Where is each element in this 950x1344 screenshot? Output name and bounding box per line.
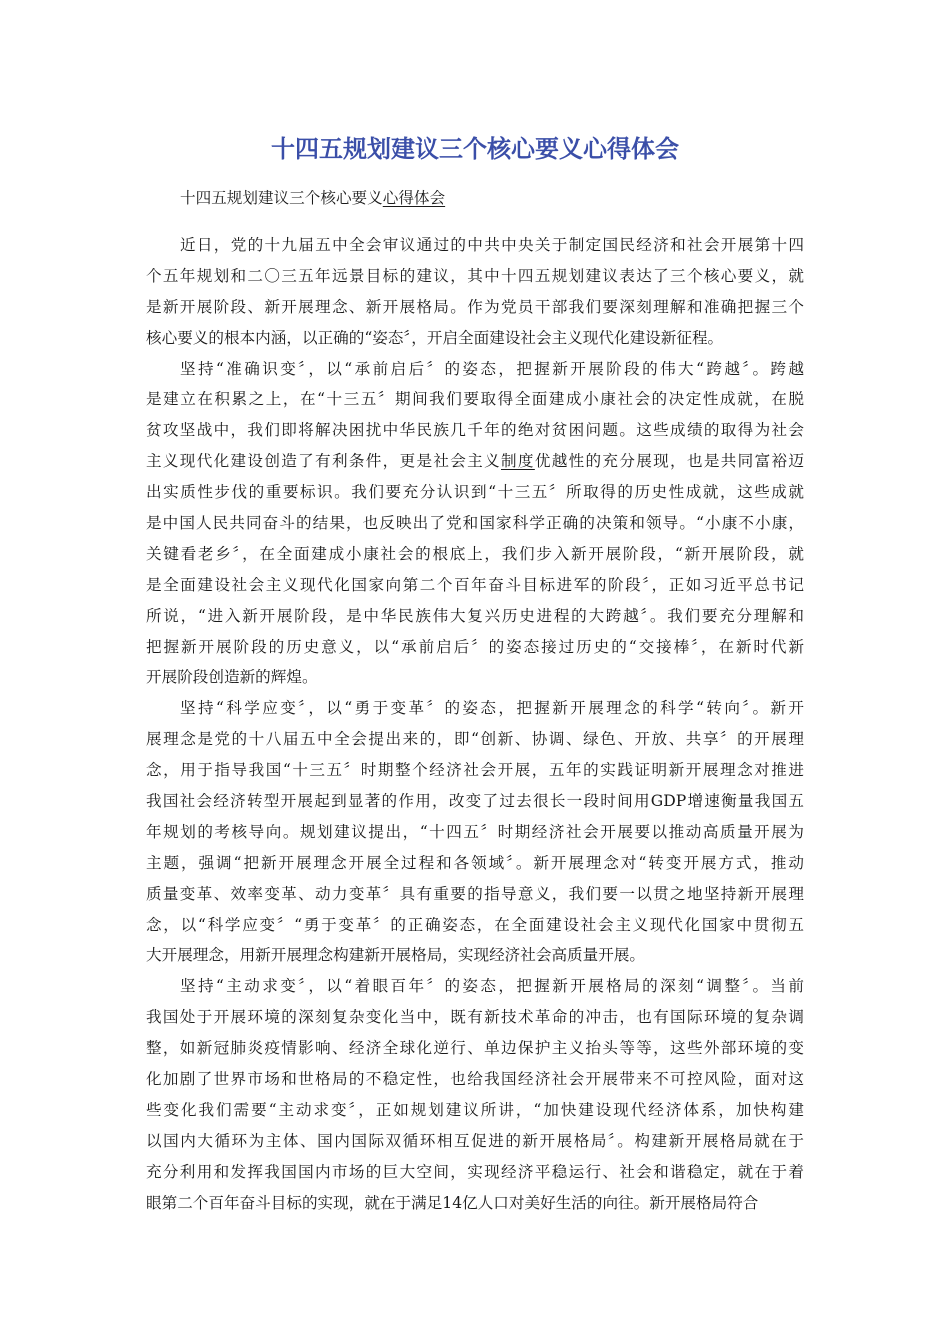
text-line: 年规划的考核导向。规划建议提出，“十四五〞时期经济社会开展要以推动高质量开展为 — [146, 822, 804, 841]
text-line: 充分利用和发挥我国国内市场的巨大空间，实现经济平稳运行、社会和谐稳定，就在于着 — [146, 1162, 804, 1181]
text-line: 化加剧了世界市场和世格局的不稳定性，也给我国经济社会开展带来不可控风险，面对这 — [146, 1070, 804, 1089]
text-line: 以国内大循环为主体、国内国际双循环相互促进的新开展格局〞。构建新开展格局就在于 — [146, 1131, 804, 1150]
text-line: 主题，强调“把新开展理念开展全过程和各领域〞。新开展理念对“转变开展方式，推动 — [146, 853, 804, 872]
text-line: 念，以“科学应变〞“勇于变革〞的正确姿态，在全面建设社会主义现代化国家中贯彻五 — [146, 915, 804, 934]
text-line: 所说，“进入新开展阶段，是中华民族伟大复兴历史进程的大跨越〞。我们要充分理解和 — [146, 606, 804, 625]
text-line: 把握新开展阶段的历史意义，以“承前启后〞的姿态接过历史的“交接棒〞，在新时代新 — [146, 637, 804, 656]
text-line: 核心要义的根本内涵，以正确的“姿态〞，开启全面建设社会主义现代化建设新征程。 — [146, 328, 724, 347]
text-line: 坚持“准确识变〞，以“承前启后〞的姿态，把握新开展阶段的伟大“跨越〞。跨越 — [180, 359, 804, 378]
body-paragraph — [146, 230, 804, 354]
document-title: 十四五规划建议三个核心要义心得体会 — [271, 135, 679, 163]
text-line: 近日，党的十九届五中全会审议通过的中共中央关于制定国民经济和社会开展第十四 — [180, 236, 804, 254]
text-line: 出实质性步伐的重要标识。我们要充分认识到“十三五〞所取得的历史性成就，这些成就 — [146, 483, 804, 502]
text-line: 坚持“主动求变〞，以“着眼百年〞的姿态，把握新开展格局的深刻“调整〞。当前 — [180, 977, 804, 996]
document-subtitle — [180, 185, 445, 211]
subtitle-text: 十四五规划建议三个核心要义 — [180, 189, 383, 207]
text-line: 念，用于指导我国“十三五〞时期整个经济社会开展，五年的实践证明新开展理念对推进 — [146, 761, 804, 780]
text-line: 眼第二个百年奋斗目标的实现，就在于满足14亿人口对美好生活的向往。新开展格局符合 — [146, 1193, 759, 1212]
text-line: 是全面建设社会主义现代化国家向第二个百年奋斗目标进军的阶段〞，正如习近平总书记 — [146, 575, 804, 594]
text-line: 整，如新冠肺炎疫情影响、经济全球化逆行、单边保护主义抬头等等，这些外部环境的变 — [146, 1039, 804, 1058]
text-line: 关键看老乡〞，在全面建成小康社会的根底上，我们步入新开展阶段，“新开展阶段，就 — [146, 544, 804, 563]
text-line: 大开展理念，用新开展理念构建新开展格局，实现经济社会高质量开展。 — [146, 946, 646, 965]
text-line: 是建立在积累之上，在“十三五〞期间我们要取得全面建成小康社会的决定性成就，在脱 — [146, 390, 804, 409]
text-line: 坚持“科学应变〞，以“勇于变革〞的姿态，把握新开展理念的科学“转向〞。新开 — [180, 699, 804, 718]
body-paragraph — [146, 354, 804, 694]
text-line: 我国社会经济转型开展起到显著的作用，改变了过去很长一段时间用GDP增速衡量我国五 — [146, 792, 804, 811]
inline-link[interactable]: 制度 — [501, 452, 535, 471]
text-line: 是新开展阶段、新开展理念、新开展格局。作为党员干部我们要深刻理解和准确把握三个 — [146, 297, 804, 316]
text-line: 展理念是党的十八届五中全会提出来的，即“创新、协调、绿色、开放、共享〞的开展理 — [146, 730, 804, 749]
text-line: 质量变革、效率变革、动力变革〞具有重要的指导意义，我们要一以贯之地坚持新开展理 — [146, 884, 804, 903]
text-line: 贫攻坚战中，我们即将解决困扰中华民族几千年的绝对贫困问题。这些成绩的取得为社会 — [146, 421, 804, 440]
text-line: 我国处于开展环境的深刻复杂变化当中，既有新技术革命的冲击，也有国际环境的复杂调 — [146, 1008, 804, 1027]
document-body — [146, 230, 804, 1219]
text-line: 个五年规划和二〇三五年远景目标的建议，其中十四五规划建议表达了三个核心要义，就 — [146, 266, 804, 285]
body-paragraph — [146, 693, 804, 971]
text-line: 是中国人民共同奋斗的结果，也反映出了党和国家科学正确的决策和领导。“小康不小康， — [146, 514, 804, 533]
text-line: 些变化我们需要“主动求变〞，正如规划建议所讲，“加快建设现代经济体系，加快构建 — [146, 1100, 804, 1119]
subtitle-link[interactable]: 心得体会 — [382, 189, 446, 207]
text-line: 主义现代化建设创造了有利条件，更是社会主义制度优越性的充分展现，也是共同富裕迈 — [146, 452, 804, 471]
text-line: 开展阶段创造新的辉煌。 — [146, 668, 318, 687]
body-paragraph — [146, 971, 804, 1218]
